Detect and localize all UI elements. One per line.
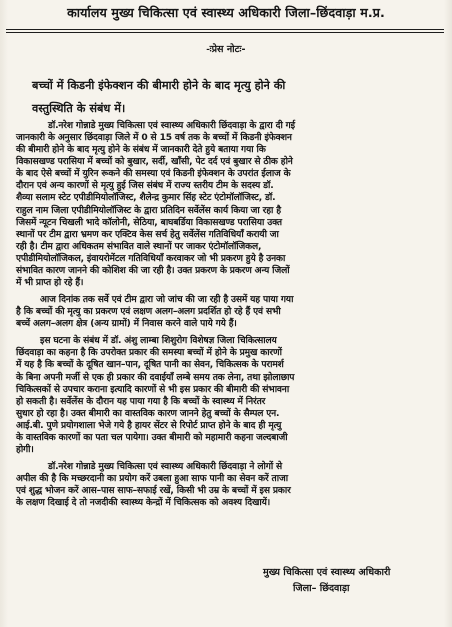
signature-designation: मुख्य चिकित्सा एवं स्वास्थ्य अधिकारी [263, 567, 391, 578]
paragraph-line: विकासखण्ड परासिया में बच्चों को बुखार, सर्दी, खाँसी, पेट दर्द एवं बुखार से ठीक होने [16, 157, 293, 168]
press-note-body [16, 120, 442, 509]
paragraph-line: है कि बच्चों की मृत्यु का प्रकरण एवं लक्षण अलग–अलग प्रदर्शित हो रहे हैं एवं सभी [16, 307, 281, 318]
paragraph-line: आज दिनांक तक सर्वे एवं टीम द्वारा जो जांच की जा रही है उसमें यह पाया गया [40, 295, 294, 306]
paragraph-line: स्थानों पर टीम द्वारा भ्रमण कर एक्टिव केस सर्च हेतु सर्वेलेंस गतिविधियाँ करायी जा [16, 229, 279, 240]
paragraph-line: में यह है कि बच्चों के दूषित खान–पान, दूषित पानी का सेवन, चिकित्सक के परामर्श [16, 360, 284, 371]
paragraph-line: हो सकती है। सर्वेलेंस के दौरान यह पाया गया है कि बच्चों के स्वास्थ्य में निरंतर [16, 396, 266, 407]
paragraph-line: की बीमारी होने के बाद मृत्यु होने के संबंध में जानकारी देते हुये बताया गया कि [16, 145, 266, 156]
paragraph-line: रही है। टीम द्वारा अधिकतम संभावित वाले स्थानों पर जाकर एंटोमॉलॉजिकल, [16, 241, 262, 252]
header-rule-top [6, 29, 444, 30]
subject-line-2: वस्तुस्थिति के संबंध में। [32, 102, 126, 115]
paragraph-line: डॉ.नरेश गोन्नाडे मुख्य चिकित्सा एवं स्वास्थ्य अधिकारी छिंदवाड़ा के द्वारा दी गई [48, 121, 295, 131]
paragraph-line: शैव्या सलाम स्टेट एपीडीमियोलॉजिस्ट, शैलेन्द्र कुमार सिंह स्टेट एंटोमॉलॉजिस्ट, डॉ. [16, 193, 276, 204]
paragraph-line: अपील की है कि मच्छरदानी का प्रयोग करें उबला हुआ साफ पानी का सेवन करें ताजा [16, 474, 288, 485]
paragraph-line: सुधार हो रहा है। उक्त बीमारी का वास्तविक कारण जानने हेतु बच्चों के सैम्पल एन. [16, 408, 280, 419]
paragraph-line: में भी प्राप्त हो रहे हैं। [16, 278, 84, 289]
paragraph-line: के वास्तविक कारणों का पता चल पायेगा। उक्त बीमारी को महामारी कहना जल्दबाजी [16, 432, 288, 443]
subject-heading [32, 74, 432, 120]
office-header: कार्यालय मुख्य चिकित्सा एवं स्वास्थ्य अधिकारी जिला–छिंदवाड़ा म.प्र. [67, 5, 385, 20]
paragraph [16, 294, 442, 330]
paragraph-line: के बाद ऐसे बच्चों में युरिन रूकने की समस्या एवं किडनी इंफेक्शन के उपरांत ईलाज के [16, 169, 291, 180]
paragraph-line: राहुल नाम जिला एपीडीमियोलॉजिस्ट के द्वारा प्रतिदिन सर्वेलेंस कार्य किया जा रहा है [16, 205, 281, 216]
paragraph-line: के बिना अपनी मर्जी से एक ही प्रकार की दवाईयाँ लम्बे समय तक लेना, तथा झोलाछाप [16, 372, 295, 383]
paragraph-line: छिंदवाड़ा का कहना है कि उपरोक्त प्रकार की समस्या बच्चों में होने के प्रमुख कारणों [16, 348, 282, 359]
paragraph-line: बच्चें अलग–अलग क्षेत्र (अन्य ग्रामों) में निवास करने वाले पाये गये हैं। [16, 319, 237, 330]
paragraph-line: जिसमें न्यूटन चिखली भादे कॉलोनी, सेठिया, बाघबर्डिया विकासखण्ड परासिया उक्त [16, 217, 282, 228]
paragraph-line: एपीडीमियोलॉजिकल, इंवायरोमेंटल गतिविधियाँ करवाकर जो भी प्रकरण हुये है उनका [16, 253, 286, 264]
paragraph-line: जानकारी के अनुसार छिंदवाड़ा जिले में 0 से 15 वर्ष तक के बच्चों में किडनी इंफेक्शन [16, 133, 292, 144]
press-note-heading: -ःप्रेस नोटः- [206, 44, 246, 55]
paragraph-line: एवं शुद्ध भोजन करें आस–पास साफ–सफाई रखें, किसी भी उम्र के बच्चों में इस प्रकार [16, 486, 291, 497]
paragraph-line: डॉ.नरेश गोन्नाडे मुख्य चिकित्सा एवं स्वास्थ्य अधिकारी छिंदवाड़ा ने लोगों से [48, 462, 283, 473]
signature-block [263, 565, 390, 597]
paragraph-line: दौरान एवं अन्य कारणों से मृत्यु हुई जिस संबंध में राज्य स्तरीय टीम के सदस्य डॉ. [16, 181, 274, 192]
subject-line-1: बच्चों में किडनी इंफेक्शन की बीमारी होने के बाद मृत्यु होने की [32, 79, 286, 92]
paragraph-line: आई.बी. पुणे प्रयोगशाला भेजे गये है हायर सेंटर से रिपोर्ट प्राप्त होने के बाद ही मृत्यु [16, 420, 282, 431]
signature-district: जिला– छिंदवाड़ा [293, 583, 350, 594]
paragraph-line: होगी। [16, 445, 34, 456]
paragraph [16, 335, 442, 456]
paragraph-line: के लक्षण दिखाई दे तो नजदीकी स्वास्थ्य केन्द्रों में चिकित्सक को अवश्य दिखायें। [16, 498, 271, 509]
paragraph [16, 461, 442, 509]
paragraph-line: चिकित्सकों से उपचार कराना इत्यादि कारणों से भी इस प्रकार की बीमारी की संभावना [16, 384, 290, 395]
paragraph-line: संभावित कारण जानने की कोशिश की जा रही है। उक्त प्रकरण के प्रकरण अन्य जिलों [16, 265, 290, 276]
paragraph-line: इस घटना के संबंध में डॉ. अंशु लाम्बा शिशुरोग विशेषज्ञ जिला चिकित्सालय [40, 336, 277, 347]
paragraph [16, 120, 442, 289]
header-rule-bottom [6, 32, 444, 33]
